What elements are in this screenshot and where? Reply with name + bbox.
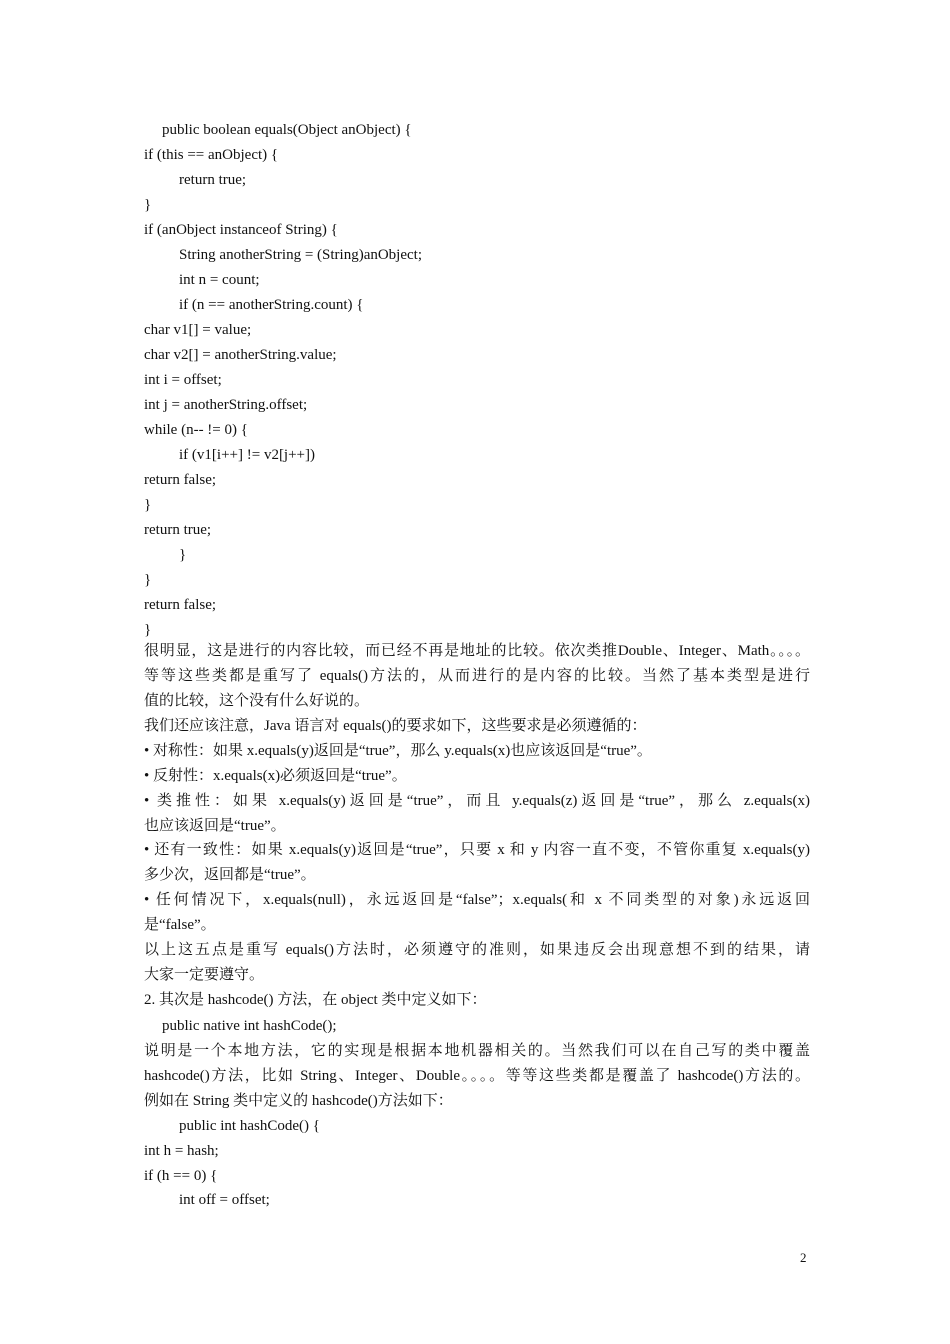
- code-line: }: [144, 622, 152, 638]
- bullet-item: • 反射性：x.equals(x)必须返回是“true”。: [144, 768, 407, 784]
- code-line: int i = offset;: [144, 372, 222, 388]
- paragraph-line: 例如在 String 类中定义的 hashcode()方法如下：: [144, 1093, 453, 1109]
- bullet-item-continued: 也应该返回是“true”。: [144, 818, 286, 834]
- paragraph-line: 说明是一个本地方法，它的实现是根据本地机器相关的。当然我们可以在自己写的类中覆盖: [144, 1043, 810, 1059]
- bullet-item: • 对称性：如果 x.equals(y)返回是“true”，那么 y.equals(x)也应该返回是“true”。: [144, 743, 652, 759]
- paragraph-line: 我们还应该注意，Java 语言对 equals()的要求如下，这些要求是必须遵循的：: [144, 718, 647, 734]
- code-line: public native int hashCode();: [162, 1018, 337, 1034]
- code-line: }: [144, 497, 152, 513]
- code-line: public boolean equals(Object anObject) {: [162, 122, 412, 138]
- bullet-item-continued: 多少次，返回都是“true”。: [144, 867, 316, 883]
- section-heading: 2. 其次是 hashcode() 方法，在 object 类中定义如下：: [144, 992, 487, 1008]
- code-line: if (h == 0) {: [144, 1168, 218, 1184]
- code-line: }: [144, 197, 152, 213]
- code-line: int j = anotherString.offset;: [144, 397, 308, 413]
- code-line: public int hashCode() {: [179, 1118, 320, 1134]
- code-line: if (n == anotherString.count) {: [179, 297, 364, 313]
- code-line: int n = count;: [179, 272, 260, 288]
- code-line: }: [179, 547, 187, 563]
- paragraph-line: 值的比较，这个没有什么好说的。: [144, 693, 370, 709]
- code-line: }: [144, 572, 152, 588]
- code-line: return true;: [179, 172, 247, 188]
- bullet-item: • 还有一致性：如果 x.equals(y)返回是“true”，只要 x 和 y 内容一直不变，不管你重复 x.equals(y): [144, 842, 810, 858]
- code-line: char v2[] = anotherString.value;: [144, 347, 337, 363]
- paragraph-line: 以上这五点是重写 equals()方法时，必须遵守的准则，如果违反会出现意想不到的结果，请: [144, 942, 810, 958]
- code-line: if (this == anObject) {: [144, 147, 279, 163]
- code-line: if (anObject instanceof String) {: [144, 222, 338, 238]
- code-line: return false;: [144, 597, 217, 613]
- page-number: 2: [800, 1250, 807, 1265]
- bullet-item: • 任何情况下，x.equals(null)，永远返回是“false”；x.equals(和 x 不同类型的对象)永远返回: [144, 892, 810, 908]
- paragraph-line: 很明显，这是进行的内容比较，而已经不再是地址的比较。依次类推Double、Integer、Math。。。。: [144, 643, 810, 659]
- bullet-item: • 类推性：如果 x.equals(y)返回是“true”，而且 y.equals(z)返回是“true”，那么 z.equals(x): [144, 793, 810, 809]
- paragraph-line: hashcode()方法，比如 String、Integer、Double。。。。等等这些类都是覆盖了 hashcode()方法的。: [144, 1068, 810, 1084]
- bullet-item-continued: 是“false”。: [144, 917, 216, 933]
- code-line: while (n-- != 0) {: [144, 422, 248, 438]
- paragraph-line: 大家一定要遵守。: [144, 967, 265, 983]
- paragraph-line: 等等这些类都是重写了 equals()方法的，从而进行的是内容的比较。当然了基本类型是进行: [144, 668, 810, 684]
- code-line: return false;: [144, 472, 217, 488]
- code-line: return true;: [144, 522, 212, 538]
- code-line: int h = hash;: [144, 1143, 219, 1159]
- code-line: String anotherString = (String)anObject;: [179, 247, 423, 263]
- code-line: if (v1[i++] != v2[j++]): [179, 447, 316, 463]
- code-line: char v1[] = value;: [144, 322, 252, 338]
- code-line: int off = offset;: [179, 1192, 270, 1208]
